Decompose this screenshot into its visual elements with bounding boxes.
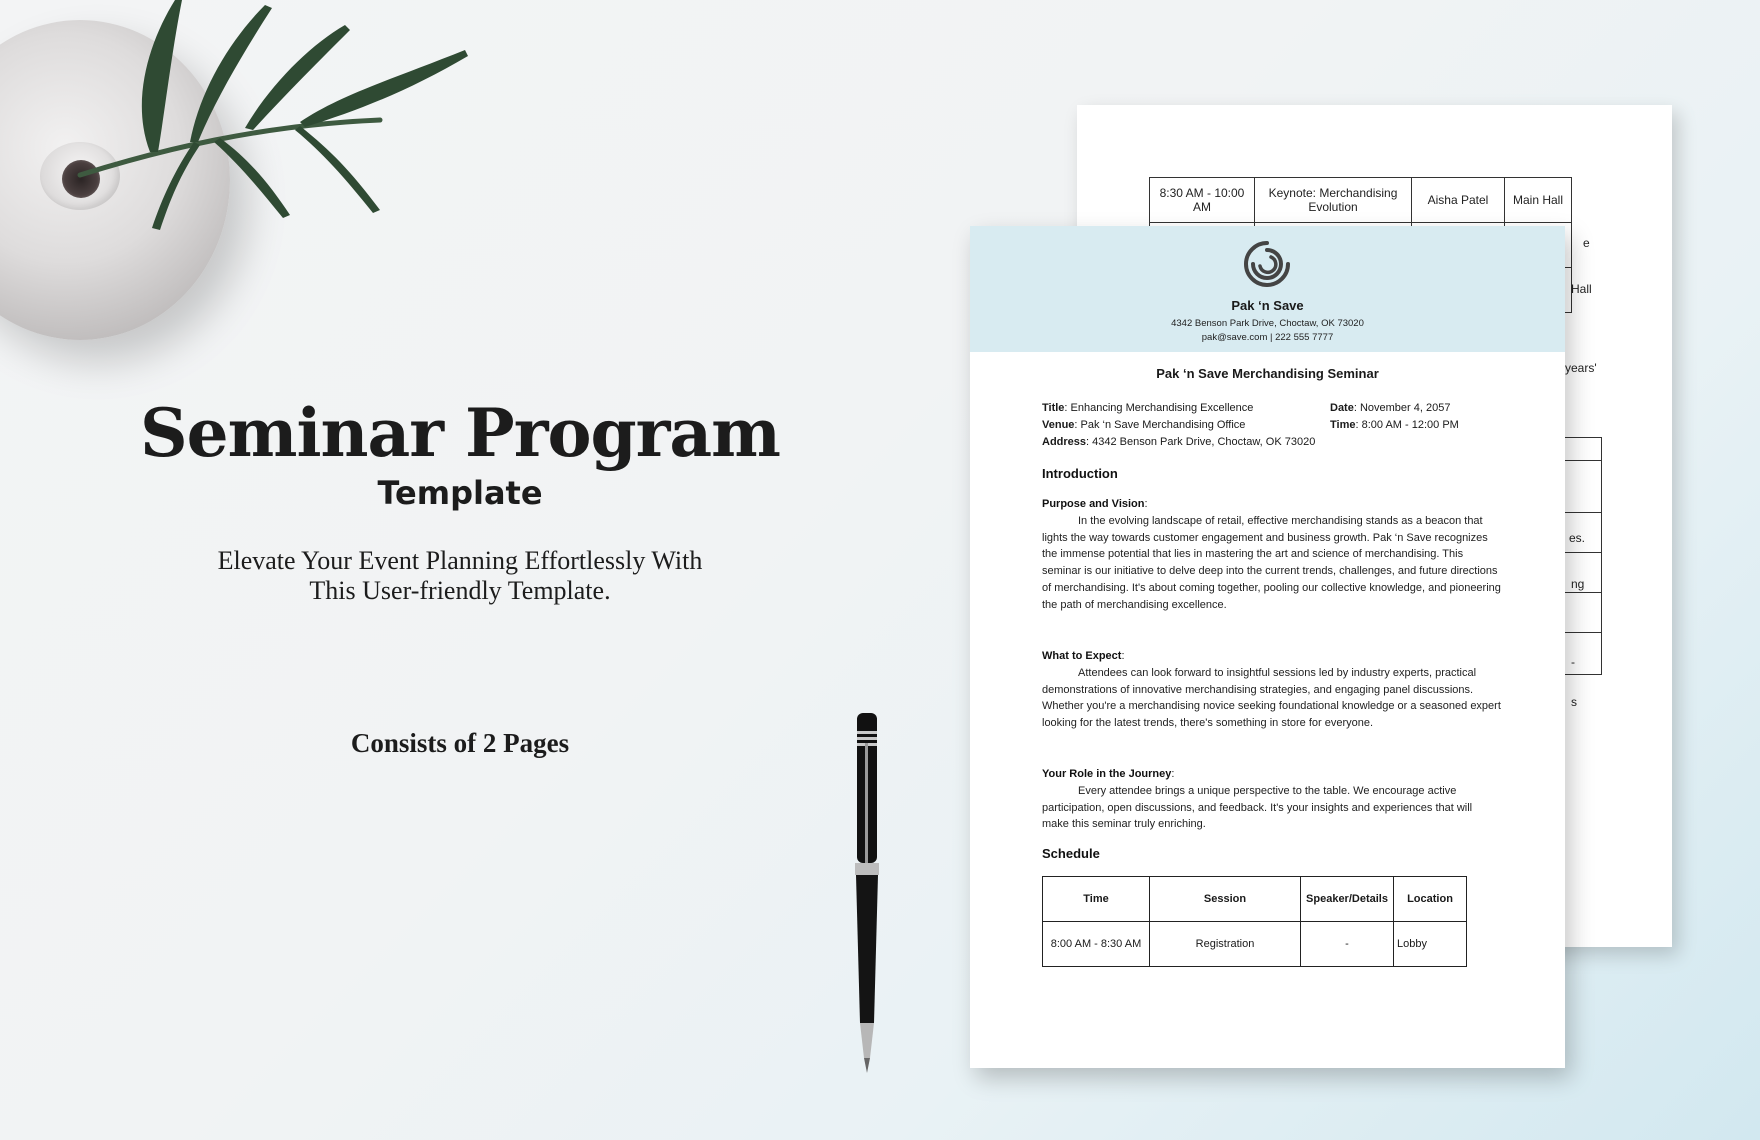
back-text-fragment: years' [1565, 361, 1597, 375]
expect-label: What to Expect [1042, 650, 1122, 662]
introduction-heading: Introduction [1042, 466, 1118, 481]
schedule-section [1042, 846, 1502, 863]
expect-text: Attendees can look forward to insightful sessions led by industry experts, practical demonstrations of innovative merchandising strategies, and engaging panel discussions. Whether you're a merchandising novice seeking foundational knowledge or a seasoned expert looking for the latest trends, there's something in store for everyone. [1042, 666, 1501, 730]
purpose-label: Purpose and Vision [1042, 498, 1145, 510]
company-contact: pak@save.com | 222 555 7777 [1201, 332, 1334, 343]
header-location: Location [1394, 877, 1467, 922]
back-cell-speaker: Aisha Patel [1412, 178, 1505, 223]
schedule-table [1042, 876, 1467, 967]
back-text-fragment: Hall [1571, 282, 1592, 296]
letterhead [970, 226, 1565, 352]
back-text-fragment: e [1583, 236, 1590, 250]
document-page-front [970, 226, 1565, 1068]
company-address: 4342 Benson Park Drive, Choctaw, OK 73020 [1171, 318, 1364, 329]
introduction-section [1042, 466, 1502, 483]
pages-count-note: Consists of 2 Pages [350, 727, 570, 758]
cell-session: Registration [1150, 922, 1301, 967]
time-label: Time [1330, 419, 1356, 431]
table-header-row [1043, 877, 1467, 922]
header-time: Time [1043, 877, 1150, 922]
address-value: : 4342 Benson Park Drive, Choctaw, OK 73020 [1086, 436, 1316, 448]
back-cell-location: Main Hall [1505, 178, 1572, 223]
hero-tagline [140, 546, 780, 606]
company-name: Pak ‘n Save [1231, 298, 1304, 313]
back-cell-time: 8:30 AM - 10:00 AM [1150, 178, 1255, 223]
leaf-7 [152, 142, 200, 230]
schedule-heading: Schedule [1042, 846, 1100, 861]
leaf-1 [142, 0, 182, 152]
seminar-details [1042, 400, 1502, 451]
leaf-4 [300, 50, 468, 127]
back-text-fragment: es. [1569, 531, 1586, 545]
date-label: Date [1330, 402, 1354, 414]
tagline-line-1: Elevate Your Event Planning Effortlessly With [217, 546, 703, 575]
leaf-6 [214, 138, 290, 218]
back-text-fragment: ng [1571, 577, 1585, 591]
header-session: Session [1150, 877, 1301, 922]
back-text-fragment: s [1571, 695, 1577, 709]
hero-copy [140, 394, 781, 759]
back-cell-session: Keynote: Merchandising Evolution [1255, 178, 1412, 223]
hero-subtitle: Template [377, 474, 543, 512]
pen-decoration [854, 713, 880, 1073]
address-label: Address [1042, 436, 1087, 448]
table-row [1043, 922, 1467, 967]
olive-branch-decoration [0, 0, 480, 240]
table-row [1150, 178, 1572, 223]
time-value: : 8:00 AM - 12:00 PM [1355, 419, 1459, 431]
cell-location: Lobby [1394, 922, 1467, 967]
date-value: : November 4, 2057 [1353, 402, 1451, 414]
role-text: Every attendee brings a unique perspective to the table. We encourage active participation, open discussions, and feedback. It's your insights and experiences that will make this seminar truly enriching. [1042, 784, 1473, 831]
venue-label: Venue [1042, 419, 1075, 431]
expect-section: What to Expect: Attendees can look forward to insightful sessions led by industry experts, practical demonstrations of innovative merchandising strategies, and engaging panel discussions. Whether you're a merchandising novice seeking foundational knowledge or a seasoned expert looking for the latest trends, there's something in store for everyone. [1042, 648, 1502, 732]
title-value: : Enhancing Merchandising Excellence [1064, 402, 1254, 414]
cell-speaker: - [1301, 922, 1394, 967]
role-label: Your Role in the Journey [1042, 768, 1172, 780]
leaf-5 [295, 126, 380, 213]
back-text-fragment: - [1571, 655, 1575, 669]
cell-time: 8:00 AM - 8:30 AM [1043, 922, 1150, 967]
company-logo-icon [1242, 239, 1292, 289]
header-speaker: Speaker/Details [1301, 877, 1394, 922]
purpose-text: In the evolving landscape of retail, effective merchandising stands as a beacon that lights the way towards customer engagement and business growth. Pak ‘n Save recognizes the immense potential that lies in mastering the art and science of merchandising. This seminar is our initiative to delve deep into the current trends, challenges, and future directions of merchandising. It's about coming together, pooling our collective knowledge, and pioneering the path of merchandising excellence. [1042, 514, 1501, 611]
seminar-title: Pak ‘n Save Merchandising Seminar [1156, 366, 1379, 381]
venue-value: : Pak ‘n Save Merchandising Office [1074, 419, 1246, 431]
hero-title: Seminar Program [140, 394, 781, 472]
tagline-line-2: This User-friendly Template. [309, 575, 611, 605]
role-section: Your Role in the Journey: Every attendee brings a unique perspective to the table. We encourage active participation, open discussions, and feedback. It's your insights and experiences that will make this seminar truly enriching. [1042, 766, 1502, 833]
purpose-section: Purpose and Vision: In the evolving landscape of retail, effective merchandising stands as a beacon that lights the way towards customer engagement and business growth. Pak ‘n Save recognizes the immense potential that lies in mastering the art and science of merchandising. This seminar is our initiative to delve deep into the current trends, challenges, and future directions of merchandising. It's about coming together, pooling our collective knowledge, and pioneering the path of merchandising excellence. [1042, 496, 1502, 614]
title-label: Title [1042, 402, 1065, 414]
